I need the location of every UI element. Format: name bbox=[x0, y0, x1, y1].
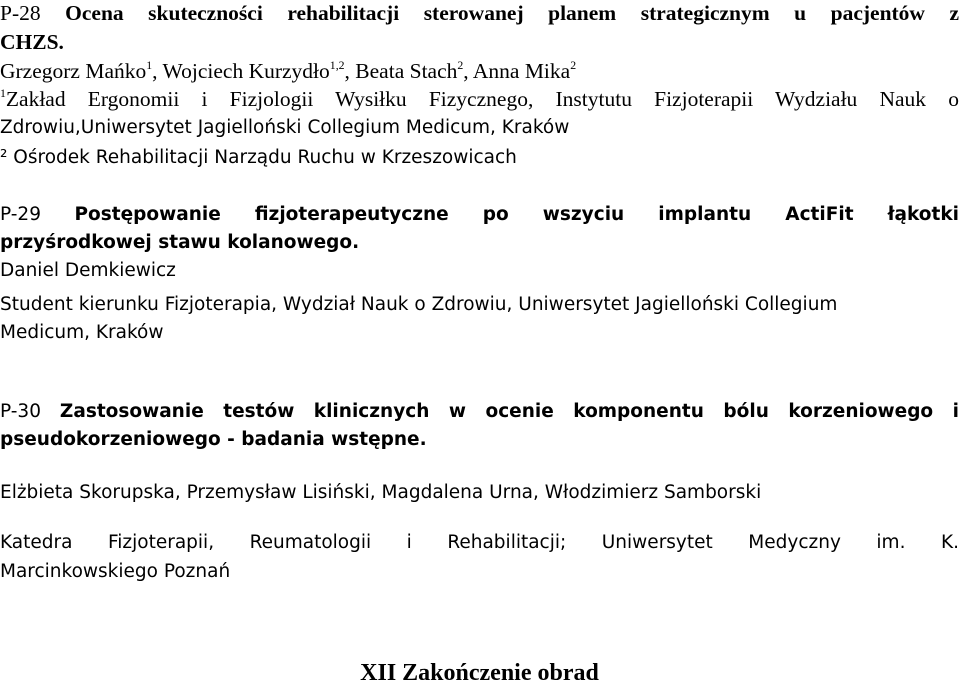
p30-affiliation-line1: Katedra Fizjoterapii, Reumatologii i Rehabilitacji; Uniwersytet Medyczny im. K. bbox=[0, 534, 959, 553]
p28-title-line2: CHZS. bbox=[0, 32, 959, 54]
p28-author: Grzegorz Mańko bbox=[0, 59, 146, 83]
p29-code: P-29 bbox=[0, 204, 41, 225]
p28-title: Ocena skuteczności rehabilitacji sterowanej planem strategicznym u pacjentów z bbox=[65, 1, 959, 25]
p28-affiliation-2: ² Ośrodek Rehabilitacji Narządu Ruchu w Krzeszowicach bbox=[0, 149, 959, 168]
p30-affiliation-line2: Marcinkowskiego Poznań bbox=[0, 563, 959, 582]
p28-affiliation-1-line2: Zdrowiu,Uniwersytet Jagielloński Collegium Medicum, Kraków bbox=[0, 119, 959, 138]
p28-authors: Grzegorz Mańko$^1$, Wojciech Kurzydło$^{1,2}$, Beata Stach$^2$, Anna Mika$^2$ bbox=[0, 61, 959, 83]
p28-title-line1 bbox=[0, 3, 959, 25]
p30-authors: Elżbieta Skorupska, Przemysław Lisiński, Magdalena Urna, Włodzimierz Samborski bbox=[0, 484, 959, 503]
p28-author: Anna Mika bbox=[473, 59, 570, 83]
p29-author: Daniel Demkiewicz bbox=[0, 262, 959, 281]
p29-title-line1 bbox=[0, 206, 959, 225]
p28-affiliation-1-line1: $^1$Zakład Ergonomii i Fizjologii Wysiłku Fizycznego, Instytutu Fizjoterapii Wydziału Nauk o bbox=[0, 89, 959, 111]
p29-title: Postępowanie fizjoterapeutyczne po wszyciu implantu ActiFit łąkotki bbox=[75, 204, 959, 225]
p30-title: Zastosowanie testów klinicznych w ocenie komponentu bólu korzeniowego i bbox=[60, 401, 959, 422]
p28-author: Beata Stach bbox=[355, 59, 457, 83]
p29-title-line2: przyśrodkowej stawu kolanowego. bbox=[0, 234, 959, 253]
closing-heading: XII Zakończenie obrad bbox=[0, 660, 959, 687]
p30-title-line2: pseudokorzeniowego - badania wstępne. bbox=[0, 431, 959, 450]
p29-affiliation-line2: Medicum, Kraków bbox=[0, 324, 959, 343]
p29-affiliation-line1: Student kierunku Fizjoterapia, Wydział Nauk o Zdrowiu, Uniwersytet Jagielloński Collegium bbox=[0, 296, 959, 315]
p28-code: P-28 bbox=[0, 1, 41, 25]
p30-code: P-30 bbox=[0, 401, 41, 422]
p30-title-line1 bbox=[0, 403, 959, 422]
p28-author: Wojciech Kurzydło bbox=[163, 59, 330, 83]
